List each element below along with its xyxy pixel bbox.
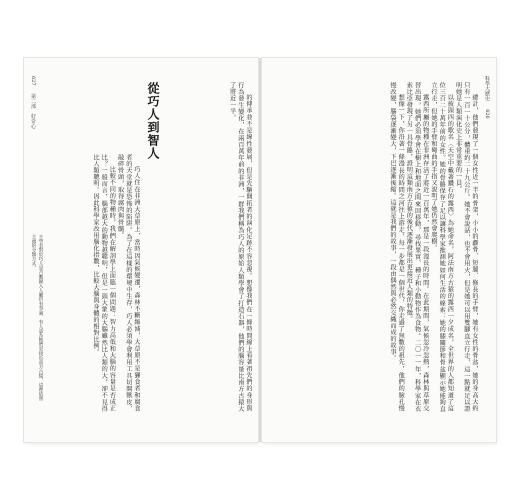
right-running-header xyxy=(484,76,490,119)
left-running-header xyxy=(30,76,36,129)
right-text-column xyxy=(278,82,478,412)
footnote: ＊學者對於巧人是否應歸入人屬仍有爭論，有人認為牠們更接近南方古猿，這裡依照主流的分類方式。 xyxy=(31,234,43,401)
left-paragraph: 比較不同的物種時，我們在解剖學上面臨一個問題：智力高低和大腦的容量是否成正比？一般而言，腦部越大的動物越聰明，但是一頭大象的大腦雖然比人類的大，卻不見得比人類聰明。因此科學家改用腦化指數，比較大腦與身體的相對比例。 xyxy=(91,154,116,412)
right-page-number: 626 xyxy=(484,109,490,119)
left-header-title: 第二部 好奇心 xyxy=(30,93,36,129)
right-paragraph: 想像一下，你沿著一條漫長的時間之河往上游走，每一步都是一個世代，你走過了無數的祖先，他們的臉孔慢慢改變，腦袋逐漸變大，下巴逐漸後縮。這就是我們的故事，一段由偶然與必然交織而成的故事。 xyxy=(388,82,405,412)
left-paragraph: 巧人住在非洲大草原上，當時因氣候變遷，森林不斷縮減，大草原不是獵食者和腐食者的天堂就是恐怖的陷阱。為了在這樣的環境中生存，巧人必須學會利用工具切開獸皮、敲碎骨頭，取得腐肉與骨髓。 xyxy=(116,154,140,412)
right-paragraph: 總計，他們發現了一個女性近一半的骨架，小小的顱骨、短腿、修長的手臂，她有女性的骨盆，她的身高大約只有一百一十公分，體重約二十九公斤。她不會說話，也不會用火，但是她可以用雙腳直立行走，這一點就足以證明她是人類演化史上非常重要的一員。 xyxy=(454,82,478,412)
left-text-column-upper xyxy=(166,82,252,412)
right-paragraph: 露西所屬的物種在非洲存活了將近一百萬年，那是一段漫長的時間。在此期間，氣候忽冷忽熱，森林與草原交替出現，她們必須學會在樹上和地面之間來回移動，尋找果實、種子和小動物作為食物。二〇一一年，科學家在衣索比亞發現了另一具骨骼，證明這類南方古猿的後代逐漸發展出更接近人類的特徵。 xyxy=(405,82,429,412)
right-page xyxy=(262,58,496,442)
right-header-title: 科學大歷史 xyxy=(484,76,490,101)
left-text-column-lower xyxy=(44,154,140,412)
left-page xyxy=(24,58,258,442)
left-page-number: 627 xyxy=(30,76,36,86)
left-paragraph: 的傳承並不是線性發展，但是先驅開拓者的演化足跡不容忽視。想像我們在一條時間線上看著祖先們的身形與行為發生變化，在兩百萬年前的非洲，一群我們稱為巧人的原始人類學會了打造石器，他們的腦容量比南方古猿大了將近一半。 xyxy=(228,82,252,412)
section-title: 從巧人到智人 xyxy=(146,82,160,160)
right-paragraph: 以披頭四的歌名〈天空中戴著鑽石的露西〉為她命名，阿法南方古猿的露西一夕成名，全世界的人都知道了這位三百二十萬年前的女性。她的骨骼保存了足以讓科學家推測她如何生活的線索：她的膝關節和骨盆顯示她能夠直立行走，但她的手臂和彎曲的手指又說明了她仍然會爬樹。 xyxy=(429,82,454,412)
